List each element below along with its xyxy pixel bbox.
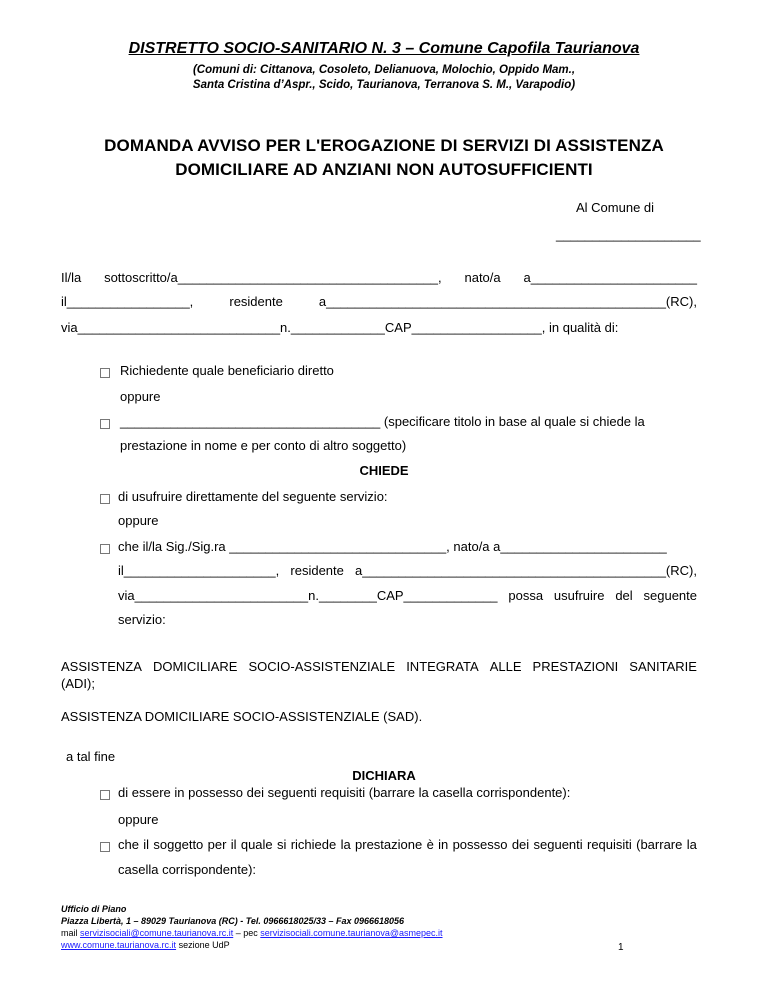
word: del (615, 588, 633, 603)
recipient-label: Al Comune di (576, 200, 655, 215)
adi-word: INTEGRATA (406, 659, 479, 674)
form-title-line-2: DOMICILIARE AD ANZIANI NON AUTOSUFFICIENTI (175, 160, 593, 179)
other-birthdate-field[interactable]: il_____________________, (118, 563, 280, 578)
proxy-checkbox[interactable] (100, 417, 110, 435)
word: in (438, 837, 449, 852)
purpose-text: a tal fine (66, 749, 116, 764)
adi-label-end: (ADI); (61, 676, 95, 691)
district-title: DISTRETTO SOCIO-SANITARIO N. 3 – Comune Capofila Taurianova (128, 40, 640, 57)
mail-label: mail (61, 928, 78, 938)
proxy-title-field[interactable]: ____________________________________ (specificare titolo in base al quale si chiede la (120, 414, 645, 429)
self-requirements-checkbox[interactable] (100, 788, 110, 806)
direct-beneficiary-label: Richiedente quale beneficiario diretto (120, 363, 334, 378)
pec-link[interactable]: servizisociali.comune.taurianova@asmepec.it (260, 928, 443, 938)
sad-label: ASSISTENZA DOMICILIARE SOCIO-ASSISTENZIALE (SAD). (61, 709, 423, 724)
word: prestazione (355, 837, 423, 852)
adi-service-option[interactable] (61, 659, 697, 674)
word: soggetto (153, 837, 204, 852)
word: il (230, 837, 237, 852)
word: (barrare (636, 837, 683, 852)
word: la (340, 837, 351, 852)
other-person-line-3 (118, 588, 697, 603)
direct-service-checkbox[interactable] (100, 492, 110, 510)
word: la (686, 837, 697, 852)
word: requisiti (587, 837, 632, 852)
sad-service-option[interactable] (61, 709, 422, 724)
word: seguente (643, 588, 697, 603)
word: possesso (452, 837, 508, 852)
word: dei (511, 837, 530, 852)
other-person-line-2 (118, 563, 697, 578)
adi-word: SOCIO-ASSISTENZIALE (248, 659, 396, 674)
word: seguenti (533, 837, 583, 852)
other-requirements-line-1 (118, 837, 697, 852)
word: richiede (290, 837, 337, 852)
birthplace-field[interactable]: a_______________________ (523, 270, 697, 285)
footer-office: Ufficio di Piano (61, 904, 127, 914)
il-la-label: Il/la (61, 270, 82, 285)
page-number: 1 (618, 942, 624, 953)
born-label: nato/a (464, 270, 501, 285)
signatory-name-field[interactable]: sottoscritto/a____________________________________, (104, 270, 442, 285)
dichiara-heading: DICHIARA (352, 768, 416, 783)
other-residence-field[interactable]: a__________________________________________(RC), (355, 563, 697, 578)
direct-service-label: di usufruire direttamente del seguente servizio: (118, 489, 388, 504)
footer-website (61, 940, 230, 950)
oppure-text: oppure (118, 812, 159, 827)
adi-word: ALLE (489, 659, 522, 674)
footer-contacts (61, 928, 443, 938)
word: usufruire (553, 588, 605, 603)
resident-label: residente (229, 294, 283, 309)
address-line[interactable]: via____________________________n._____________CAP__________________, in qualità di: (61, 320, 619, 335)
recipient-municipality-field[interactable]: ____________________ (556, 227, 701, 242)
residence-field[interactable]: a_______________________________________________(RC), (318, 294, 697, 309)
applicant-line-2 (61, 294, 697, 309)
other-requirements-line-2: casella corrispondente): (118, 862, 257, 877)
form-title-line-1: DOMANDA AVVISO PER L'EROGAZIONE DI SERVIZI DI ASSISTENZA (104, 136, 664, 155)
adi-word: ASSISTENZA (61, 659, 142, 674)
other-person-line-1[interactable]: che il/la Sig./Sig.ra ______________________________, nato/a a_______________________ (118, 539, 667, 554)
oppure-text: oppure (120, 389, 161, 404)
other-requirements-checkbox[interactable] (100, 840, 110, 858)
word: possa (508, 588, 544, 603)
word: per (207, 837, 227, 852)
word: si (276, 837, 287, 852)
municipalities-line-2: Santa Cristina d’Aspr., Scido, Taurianova, Terranova S. M., Varapodio) (192, 79, 576, 91)
service-label: servizio: (118, 612, 166, 627)
municipalities-line-1: (Comuni di: Cittanova, Cosoleto, Delianuova, Molochio, Oppido Mam., (192, 64, 576, 76)
email-link[interactable]: servizisociali@comune.taurianova.rc.it (80, 928, 234, 938)
adi-word: PRESTAZIONI (532, 659, 619, 674)
adi-word: DOMICILIARE (152, 659, 238, 674)
oppure-text: oppure (118, 513, 159, 528)
other-address-field[interactable]: via________________________n.________CAP_____________ (118, 588, 498, 603)
birthdate-field[interactable]: il_________________, (61, 294, 194, 309)
pec-label: – pec (235, 928, 258, 938)
word: il (143, 837, 150, 852)
other-person-checkbox[interactable] (100, 542, 110, 560)
website-link[interactable]: www.comune.taurianova.rc.it (61, 940, 177, 950)
beneficiary-checkbox[interactable] (100, 366, 110, 384)
proxy-description: prestazione in nome e per conto di altro soggetto) (120, 438, 407, 453)
word: quale (240, 837, 273, 852)
self-requirements-label: di essere in possesso dei seguenti requisiti (barrare la casella corrispondente): (118, 785, 571, 800)
footer-address: Piazza Libertà, 1 – 89029 Taurianova (RC) - Tel. 0966618025/33 – Fax 0966618056 (61, 916, 405, 926)
word: è (426, 837, 434, 852)
applicant-line-1 (61, 270, 697, 285)
word: che (118, 837, 139, 852)
adi-word: SANITARIE (629, 659, 697, 674)
resident-label: residente (290, 563, 344, 578)
chiede-heading: CHIEDE (359, 463, 409, 478)
website-suffix: sezione UdP (178, 940, 230, 950)
